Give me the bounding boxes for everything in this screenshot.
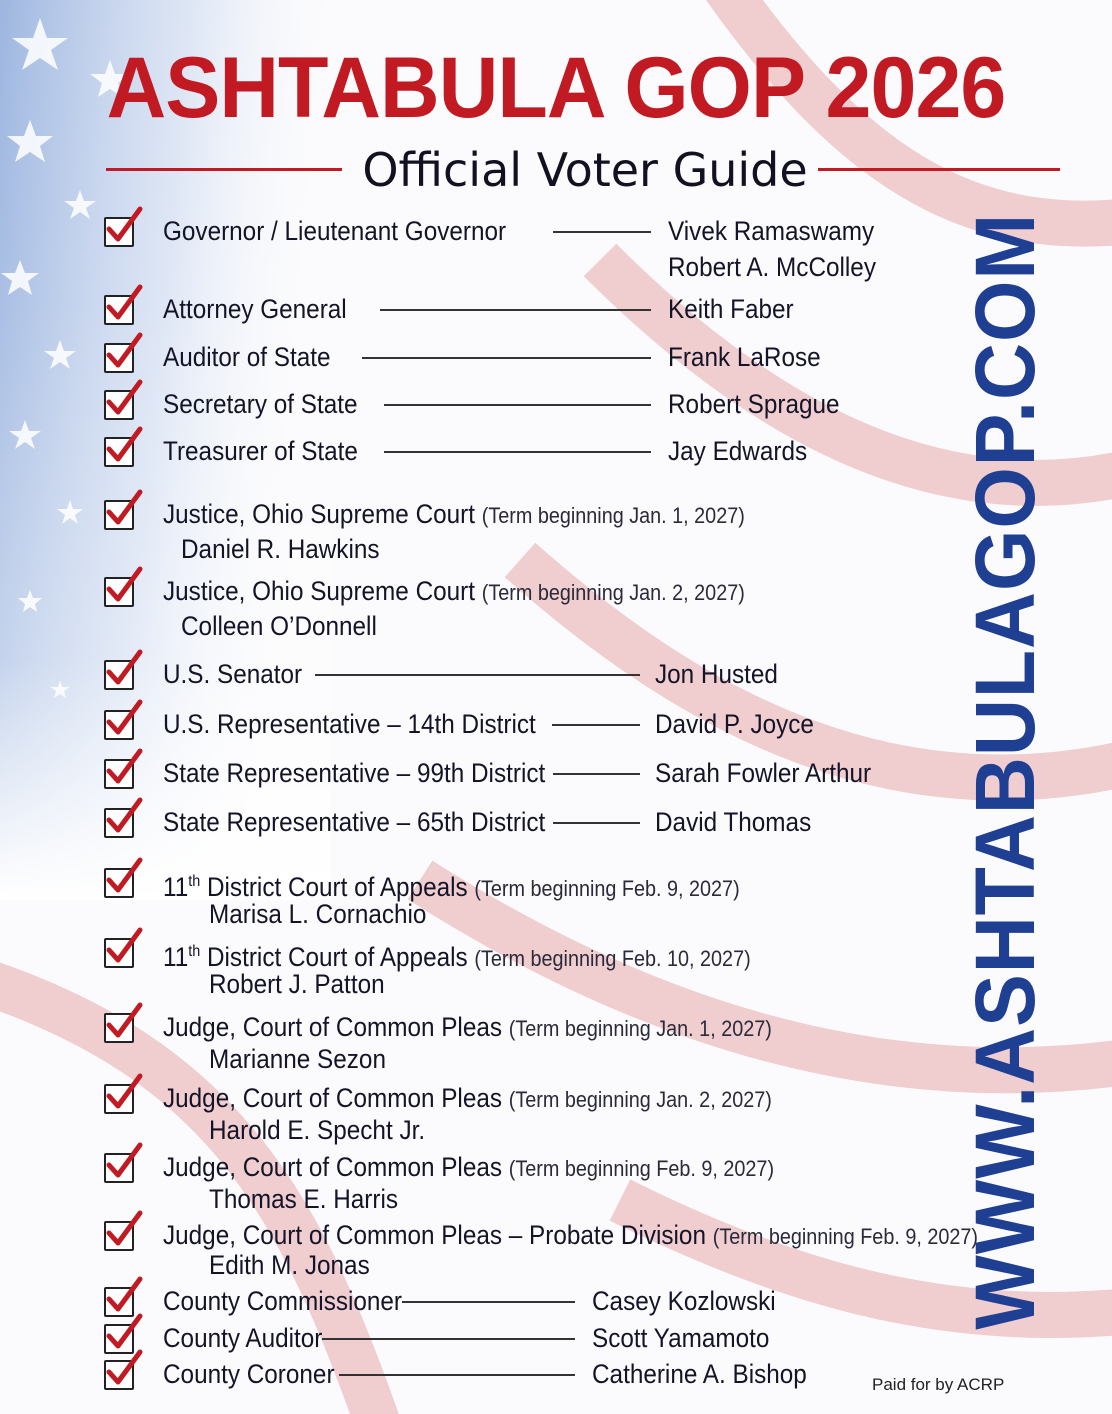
term-note: (Term beginning Jan. 2, 2027) (508, 1087, 772, 1112)
page-title: ASHTABULA GOP 2026 (106, 40, 1006, 136)
office-label (163, 756, 545, 790)
checkbox-checked-icon[interactable] (104, 1287, 134, 1317)
checkbox-checked-icon[interactable] (104, 660, 134, 690)
candidate-name: Thomas E. Harris (209, 1184, 399, 1214)
office-name: Judge, Court of Common Pleas – Probate Division (163, 1220, 706, 1250)
office-name: Auditor of State (163, 342, 331, 372)
office-name: U.S. Senator (163, 659, 303, 689)
leader-line (339, 1374, 575, 1376)
checkbox-checked-icon[interactable] (104, 808, 134, 838)
candidate-name: Vivek Ramaswamy (668, 216, 875, 246)
checkbox-checked-icon[interactable] (104, 710, 134, 740)
leader-line (315, 674, 640, 676)
checkbox-checked-icon[interactable] (104, 938, 134, 968)
term-note: (Term beginning Feb. 10, 2027) (474, 946, 751, 971)
checkbox-checked-icon[interactable] (104, 1084, 134, 1114)
office-label (163, 214, 506, 248)
candidate-name: Robert J. Patton (209, 969, 385, 999)
leader-line (552, 724, 640, 726)
candidate-name: Scott Yamamoto (592, 1323, 770, 1353)
paid-for-disclaimer: Paid for by ACRP (872, 1375, 1005, 1394)
candidate-name: Marisa L. Cornachio (209, 899, 427, 929)
checkbox-checked-icon[interactable] (104, 1221, 134, 1251)
office-label (163, 497, 745, 533)
office-name: County Commissioner (163, 1286, 403, 1316)
office-name: Judge, Court of Common Pleas (163, 1083, 503, 1113)
subtitle-rule-right (818, 168, 1060, 171)
term-note: (Term beginning Jan. 1, 2027) (481, 503, 745, 528)
office-name: Attorney General (163, 294, 347, 324)
office-name: Justice, Ohio Supreme Court (163, 576, 475, 606)
office-label (163, 657, 302, 691)
leader-line (384, 404, 651, 406)
office-number: 11 (163, 942, 189, 972)
office-label (163, 1010, 772, 1046)
checkbox-checked-icon[interactable] (104, 759, 134, 789)
checkbox-checked-icon[interactable] (104, 868, 134, 898)
candidate-name: David Thomas (655, 807, 812, 837)
office-name: Treasurer of State (163, 436, 358, 466)
office-ordinal: th (188, 943, 201, 960)
checkbox-checked-icon[interactable] (104, 1153, 134, 1183)
checkbox-checked-icon[interactable] (104, 1360, 134, 1390)
term-note: (Term beginning Jan. 1, 2027) (508, 1016, 772, 1041)
leader-line (384, 451, 651, 453)
office-name: District Court of Appeals (200, 872, 468, 902)
office-label (163, 1150, 774, 1186)
office-label (163, 707, 536, 741)
candidate-name: Keith Faber (668, 294, 794, 324)
office-name: County Auditor (163, 1323, 323, 1353)
checkbox-checked-icon[interactable] (104, 1013, 134, 1043)
office-label (163, 292, 347, 326)
website-banner: WWW.ASHTABULAGOP.COM (958, 212, 1052, 1330)
leader-line (362, 357, 651, 359)
checkbox-checked-icon[interactable] (104, 343, 134, 373)
office-label (163, 434, 358, 468)
candidate-name: Sarah Fowler Arthur (655, 758, 872, 788)
leader-line (553, 231, 651, 233)
candidate-name: Catherine A. Bishop (592, 1359, 807, 1389)
office-name: Governor / Lieutenant Governor (163, 216, 507, 246)
leader-line (322, 1338, 575, 1340)
office-name: District Court of Appeals (200, 942, 468, 972)
term-note: (Term beginning Jan. 2, 2027) (481, 580, 745, 605)
office-label (163, 1357, 335, 1391)
candidate-name: Colleen O’Donnell (181, 611, 377, 641)
checkbox-checked-icon[interactable] (104, 217, 134, 247)
office-ordinal: th (188, 873, 201, 890)
checkbox-checked-icon[interactable] (104, 295, 134, 325)
office-label (163, 1321, 322, 1355)
leader-line (553, 773, 640, 775)
checkbox-checked-icon[interactable] (104, 577, 134, 607)
office-name: County Coroner (163, 1359, 335, 1389)
office-name: U.S. Representative – 14th District (163, 709, 536, 739)
leader-line (402, 1301, 575, 1303)
term-note: (Term beginning Feb. 9, 2027) (474, 876, 740, 901)
candidate-name: Marianne Sezon (209, 1044, 386, 1074)
candidate-name: Daniel R. Hawkins (181, 534, 380, 564)
checkbox-checked-icon[interactable] (104, 437, 134, 467)
page-subtitle: Official Voter Guide (362, 143, 808, 197)
running-mate-name: Robert A. McColley (668, 252, 876, 282)
office-name: Secretary of State (163, 389, 358, 419)
leader-line (380, 309, 651, 311)
candidate-name: Casey Kozlowski (592, 1286, 776, 1316)
office-label (163, 574, 745, 610)
candidate-name: Frank LaRose (668, 342, 821, 372)
term-note: (Term beginning Feb. 9, 2027) (712, 1224, 978, 1249)
checkbox-checked-icon[interactable] (104, 390, 134, 420)
candidate-name: Jay Edwards (668, 436, 808, 466)
checkbox-checked-icon[interactable] (104, 500, 134, 530)
candidate-name: Harold E. Specht Jr. (209, 1115, 426, 1145)
office-name: State Representative – 65th District (163, 807, 546, 837)
office-label (163, 805, 545, 839)
office-label (163, 1081, 772, 1117)
candidate-name: Jon Husted (655, 659, 778, 689)
office-name: Judge, Court of Common Pleas (163, 1012, 503, 1042)
term-note: (Term beginning Feb. 9, 2027) (508, 1156, 775, 1181)
office-label (163, 387, 357, 421)
office-name: Judge, Court of Common Pleas (163, 1152, 503, 1182)
candidate-name: David P. Joyce (655, 709, 814, 739)
office-number: 11 (163, 872, 189, 902)
office-label (163, 340, 331, 374)
candidate-name: Edith M. Jonas (209, 1250, 370, 1280)
candidate-name: Robert Sprague (668, 389, 840, 419)
office-name: Justice, Ohio Supreme Court (163, 499, 475, 529)
office-label (163, 1284, 402, 1318)
office-name: State Representative – 99th District (163, 758, 546, 788)
leader-line (553, 822, 640, 824)
